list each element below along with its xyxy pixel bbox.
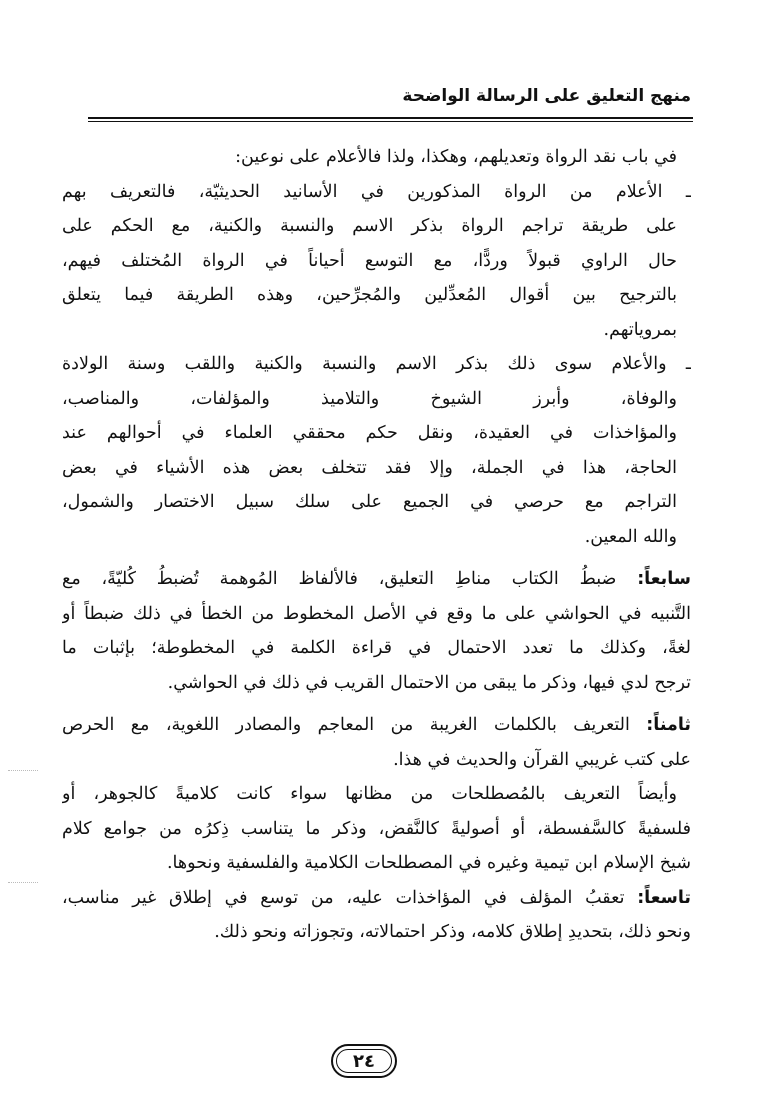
- margin-mark: [8, 770, 38, 772]
- text-line: الحاجة، هذا في الجملة، وإلا فقد تتخلف بعض هذه الأشياء في بعض: [62, 457, 677, 478]
- text-line: التَّنبيه في الحواشي على ما وقع في الأصل المخطوط من الخطأ في ذلك ضبطاً أو: [62, 603, 691, 624]
- text-line: والله المعين.: [584, 526, 677, 547]
- margin-mark: [8, 882, 38, 884]
- text-line: [62, 881, 691, 916]
- section-lead-seventh: سابعاً:: [637, 569, 691, 589]
- text-line: شيخ الإسلام ابن تيمية وغيره في المصطلحات الكلامية والفلسفية ونحوها.: [166, 853, 691, 873]
- text-line: ـ الأعلام من الرواة المذكورين في الأسانيد الحديثيّة، فالتعريف بهم: [62, 181, 691, 202]
- section-lead-ninth: تاسعاً:: [637, 887, 691, 908]
- page-number-badge: [331, 1044, 397, 1078]
- text-line: بمروياتهم.: [603, 319, 677, 340]
- text-run: تعقبُ المؤلف في المؤاخذات عليه، من توسع في إطلاق غير مناسب،: [62, 887, 638, 908]
- body-text: [62, 140, 691, 950]
- text-line: [62, 708, 691, 743]
- text-line: التراجم مع حرصي في الجميع على سلك سبيل الاختصار والشمول،: [62, 492, 677, 512]
- text-line: وأيضاً التعريف بالمُصطلحات من مظانها سواء كانت كلاميةً كالجوهر، أو: [62, 784, 677, 804]
- text-line: والمؤاخذات في العقيدة، ونقل حكم محققي العلماء في أحوالهم عند: [62, 423, 677, 443]
- page-number: ٢٤: [353, 1050, 375, 1072]
- section-lead-eighth: ثامناً:: [646, 715, 691, 735]
- text-line: ترجح لدي فيها، وذكر ما يبقى من الاحتمال القريب في ذلك في الحواشي.: [167, 672, 691, 693]
- text-line: ـ والأعلام سوى ذلك بذكر الاسم والنسبة والكنية واللقب وسنة الولادة: [62, 354, 691, 374]
- text-line: والوفاة، وأبرز الشيوخ والتلاميذ والمؤلفات، والمناصب،: [62, 388, 677, 409]
- text-line: لغةً، وكذلك ما تعدد الاحتمال في قراءة الكلمة في المخطوطة؛ بإثبات ما: [62, 638, 691, 658]
- text-line: [62, 562, 691, 597]
- text-line: فلسفيةً كالسَّفسطة، أو أصوليةً كالنَّقض، وذكر ما يتناسب ذِكرُه من جوامع كلام: [62, 818, 691, 839]
- text-line: ونحو ذلك، بتحديدِ إطلاق كلامه، وذكر احتمالاته، وتجوزاته ونحو ذلك.: [214, 922, 691, 942]
- running-header-title: منهج التعليق على الرسالة الواضحة: [402, 86, 691, 106]
- text-run: التعريف بالكلمات الغريبة من المعاجم والمصادر اللغوية، مع الحرص: [62, 715, 647, 735]
- header-rule: [88, 117, 693, 122]
- text-run: ضبطُ الكتاب مناطِ التعليق، فالألفاظ المُوهمة تُضبطُ كُليّةً، مع: [62, 569, 638, 589]
- text-line: على طريقة تراجم الرواة بذكر الاسم والنسبة والكنية، مع الحكم على: [62, 216, 677, 236]
- text-line: حال الراوي قبولاً وردًّا، مع التوسع أحياناً في الرواة المُختلف فيهم،: [62, 250, 677, 271]
- text-line: بالترجيح بين أقوال المُعدِّلين والمُجرِّحين، وهذه الطريقة فيما يتعلق: [62, 285, 677, 305]
- text-line: على كتب غريبي القرآن والحديث في هذا.: [393, 749, 691, 770]
- text-line: في باب نقد الرواة وتعديلهم، وهكذا، ولذا فالأعلام على نوعين:: [235, 147, 677, 167]
